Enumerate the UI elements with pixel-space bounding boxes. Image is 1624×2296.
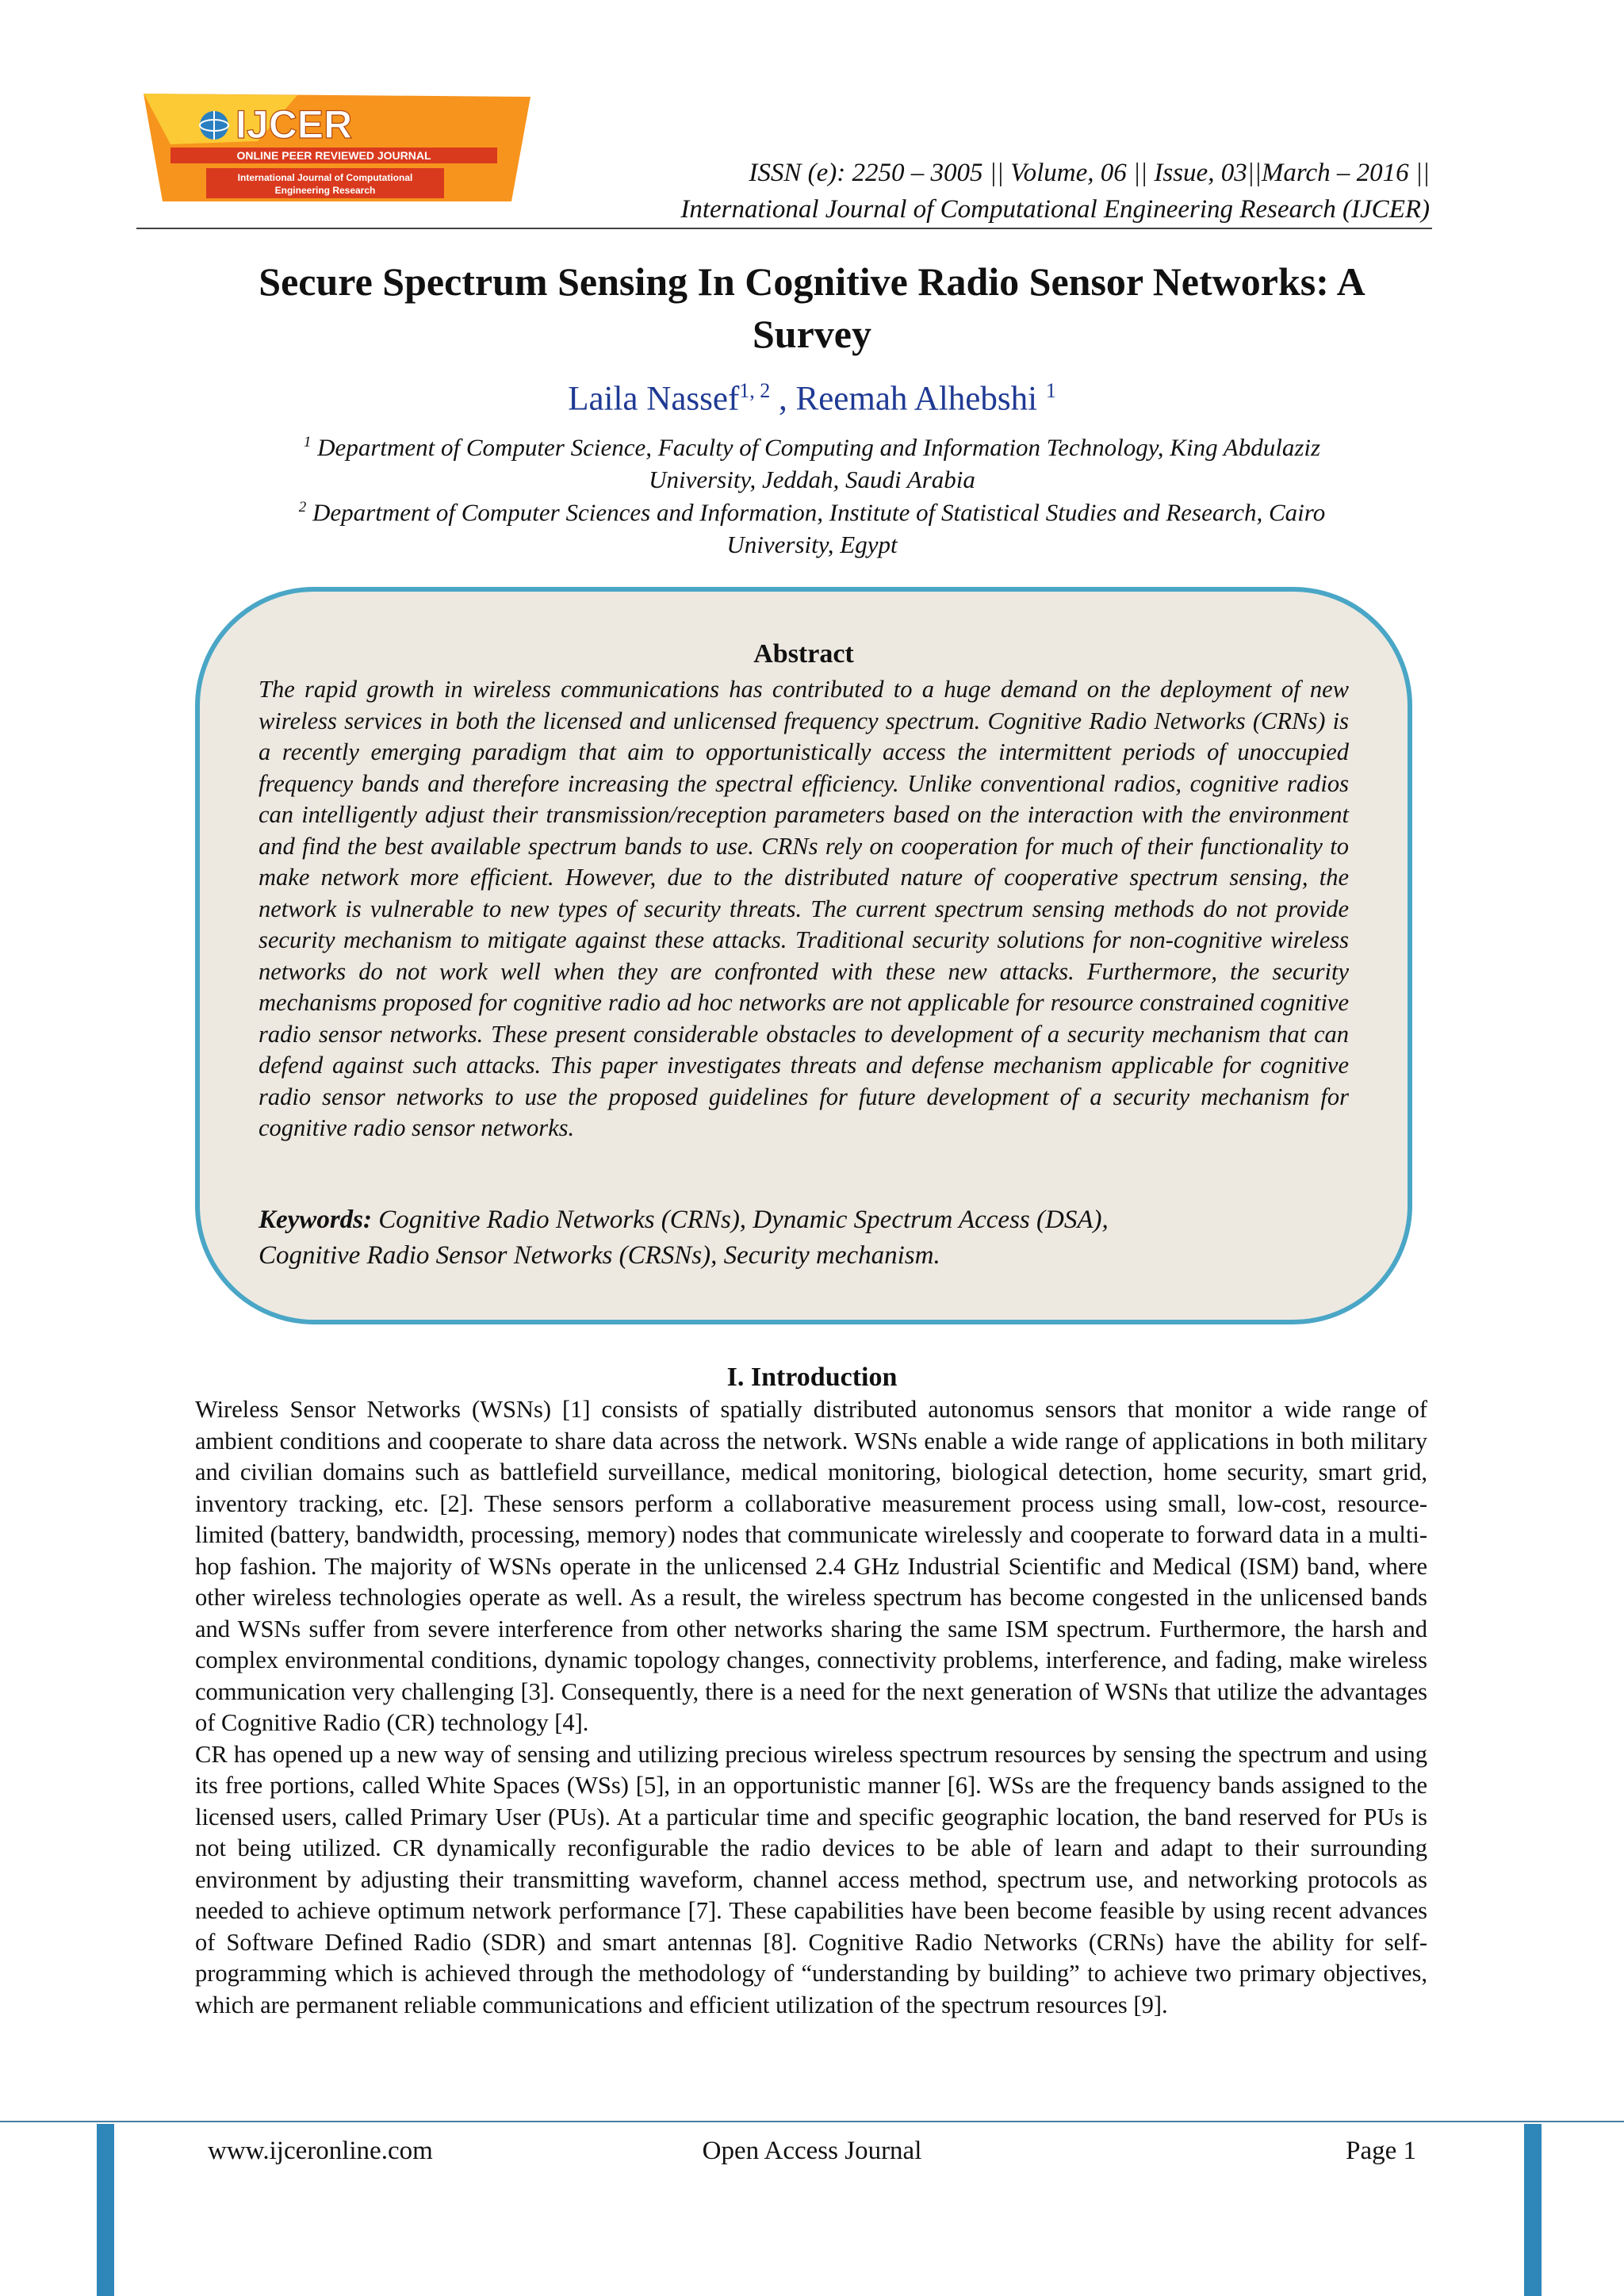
intro-paragraph: CR has opened up a new way of sensing and utilizing precious wireless spectrum resources by sensing the spectrum and using its free portions, called White Spaces (WSs) [5], in an opportunistic manner [6]. WSs are the frequency bands assigned to the licensed users, called Primary User (PUs). At a particular time and specific geographic location, the band reserved for PUs is not being utilized. CR dynamically reconfigurable the radio devices to be able of learn and adapt to their surrounding environment by adjusting their transmitting waveform, channel access method, spectrum use, and networking protocols as needed to achieve optimum network performance [7]. These capabilities have been become feasible by using recent advances of Software Defined Radio (SDR) and smart antennas [8]. Cognitive Radio Networks (CRNs) have the ability for self-programming which is achieved through the methodology of “understanding by building” to achieve two primary objectives, which are permanent reliable communications and efficient utilization of the spectrum resources [9]. [195,1740,1427,2018]
affiliation-2 [230,491,1394,561]
abstract-text: The rapid growth in wireless communications has contributed to a huge demand on the deployment of new wireless services in both the licensed and unlicensed frequency spectrum. Cognitive Radio Networks (CRNs) is a recently emerging paradigm that aim to opportunistically access the intermittent periods of unoccupied frequency bands and therefore increasing the spectral efficiency. Unlike conventional radios, cognitive radios can intelligently adjust their transmission/reception parameters based on the interaction with the environment and find the best available spectrum bands to use. CRNs rely on cooperation for much of their functionality to make network more efficient. However, due to the distributed nature of cooperative spectrum sensing, the network is vulnerable to new types of security threats. The current spectrum sensing methods do not provide security mechanism to mitigate against these attacks. Traditional security solutions for non-cognitive wireless networks do not work well when they are confronted with these new attacks. Furthermore, the security mechanisms proposed for cognitive radio ad hoc networks are not applicable for resource constrained cognitive radio sensor networks. These present considerable obstacles to development of a security mechanism that can defend against such attacks. This paper investigates threats and defense mechanism applicable for cognitive radio sensor networks to use the proposed guidelines for future development of a security mechanism for cognitive radio sensor networks. [259,676,1349,1141]
intro-paragraph: Wireless Sensor Networks (WSNs) [1] consists of spatially distributed autonomus sensors that monitor a wide range of ambient conditions and cooperate to share data across the network. WSNs enable a wide range of applications in both military and civilian domains such as battlefield surveillance, medical monitoring, biological detection, home security, smart grid, inventory tracking, etc. [2]. These sensors perform a collaborative measurement process using small, low-cost, resource-limited (battery, bandwidth, processing, memory) nodes that communicate wirelessly and cooperate to forward data in a multi-hop fashion. The majority of WSNs operate in the unlicensed 2.4 GHz Industrial Scientific and Medical (ISM) band, where other wireless technologies operate as well. As a result, the wireless spectrum has become congested in the unlicensed bands and WSNs suffer from severe interference from other networks sharing the same ISM spectrum. Furthermore, the harsh and complex environmental conditions, dynamic topology changes, connectivity problems, interference, and fading, make wireless communication very challenging [3]. Consequently, there is a need for the next generation of WSNs that utilize the advantages of Cognitive Radio (CR) technology [4]. [195,1396,1427,1736]
keywords-line2: Cognitive Radio Sensor Networks (CRSNs), Security mechanism. [259,1241,940,1270]
affiliation-line1: Department of Computer Sciences and Information, Institute of Statistical Studies and Research, Cairo [312,498,1326,527]
author-list [0,379,1624,418]
issn-line: ISSN (e): 2250 – 3005 || Volume, 06 || Issue, 03||March – 2016 || [749,159,1430,187]
author-name: Reemah Alhebshi [795,380,1038,418]
introduction-heading: I. Introduction [726,1363,898,1392]
abstract-heading: Abstract [753,639,854,669]
paper-title [167,255,1457,360]
footer-divider [0,2121,1624,2122]
journal-name-line: International Journal of Computational Engineering Research (IJCER) [680,195,1430,224]
affiliation-line2: University, Egypt [726,531,898,559]
author-affil-marker: 1, 2 [739,379,771,402]
logo-subtitle-line1: International Journal of Computational [237,172,413,183]
footer-page-number: Page 1 [1346,2137,1416,2165]
introduction-body [195,1394,1427,2021]
abstract-box [195,587,1412,1324]
affiliation-marker: 2 [298,499,307,516]
logo-wordmark: IJCER [236,102,353,147]
keywords [259,1202,1349,1274]
affiliation-1 [230,426,1394,496]
keywords-label: Keywords: [259,1205,372,1234]
journal-header-info [680,155,1430,228]
logo-subtitle-line2: Engineering Research [274,185,376,196]
author-separator: , [770,380,796,418]
affiliation-line1: Department of Computer Science, Faculty of Computing and Information Technology, King Abdulaziz [317,433,1321,462]
author-name: Laila Nassef [568,380,740,418]
footer-website-link[interactable]: www.ijceronline.com [208,2137,433,2165]
ijcer-logo [139,94,535,205]
keywords-line1: Cognitive Radio Networks (CRNs), Dynamic Spectrum Access (DSA), [378,1205,1109,1234]
affiliation-marker: 1 [303,434,312,450]
logo-tagline: ONLINE PEER REVIEWED JOURNAL [236,149,431,162]
affiliation-line2: University, Jeddah, Saudi Arabia [649,466,975,494]
paper-title-line1: Secure Spectrum Sensing In Cognitive Radio Sensor Networks: A [259,259,1365,304]
footer-journal-type: Open Access Journal [702,2137,922,2165]
author-affil-marker: 1 [1045,379,1056,402]
paper-title-line2: Survey [753,312,871,356]
header-divider [136,228,1432,229]
